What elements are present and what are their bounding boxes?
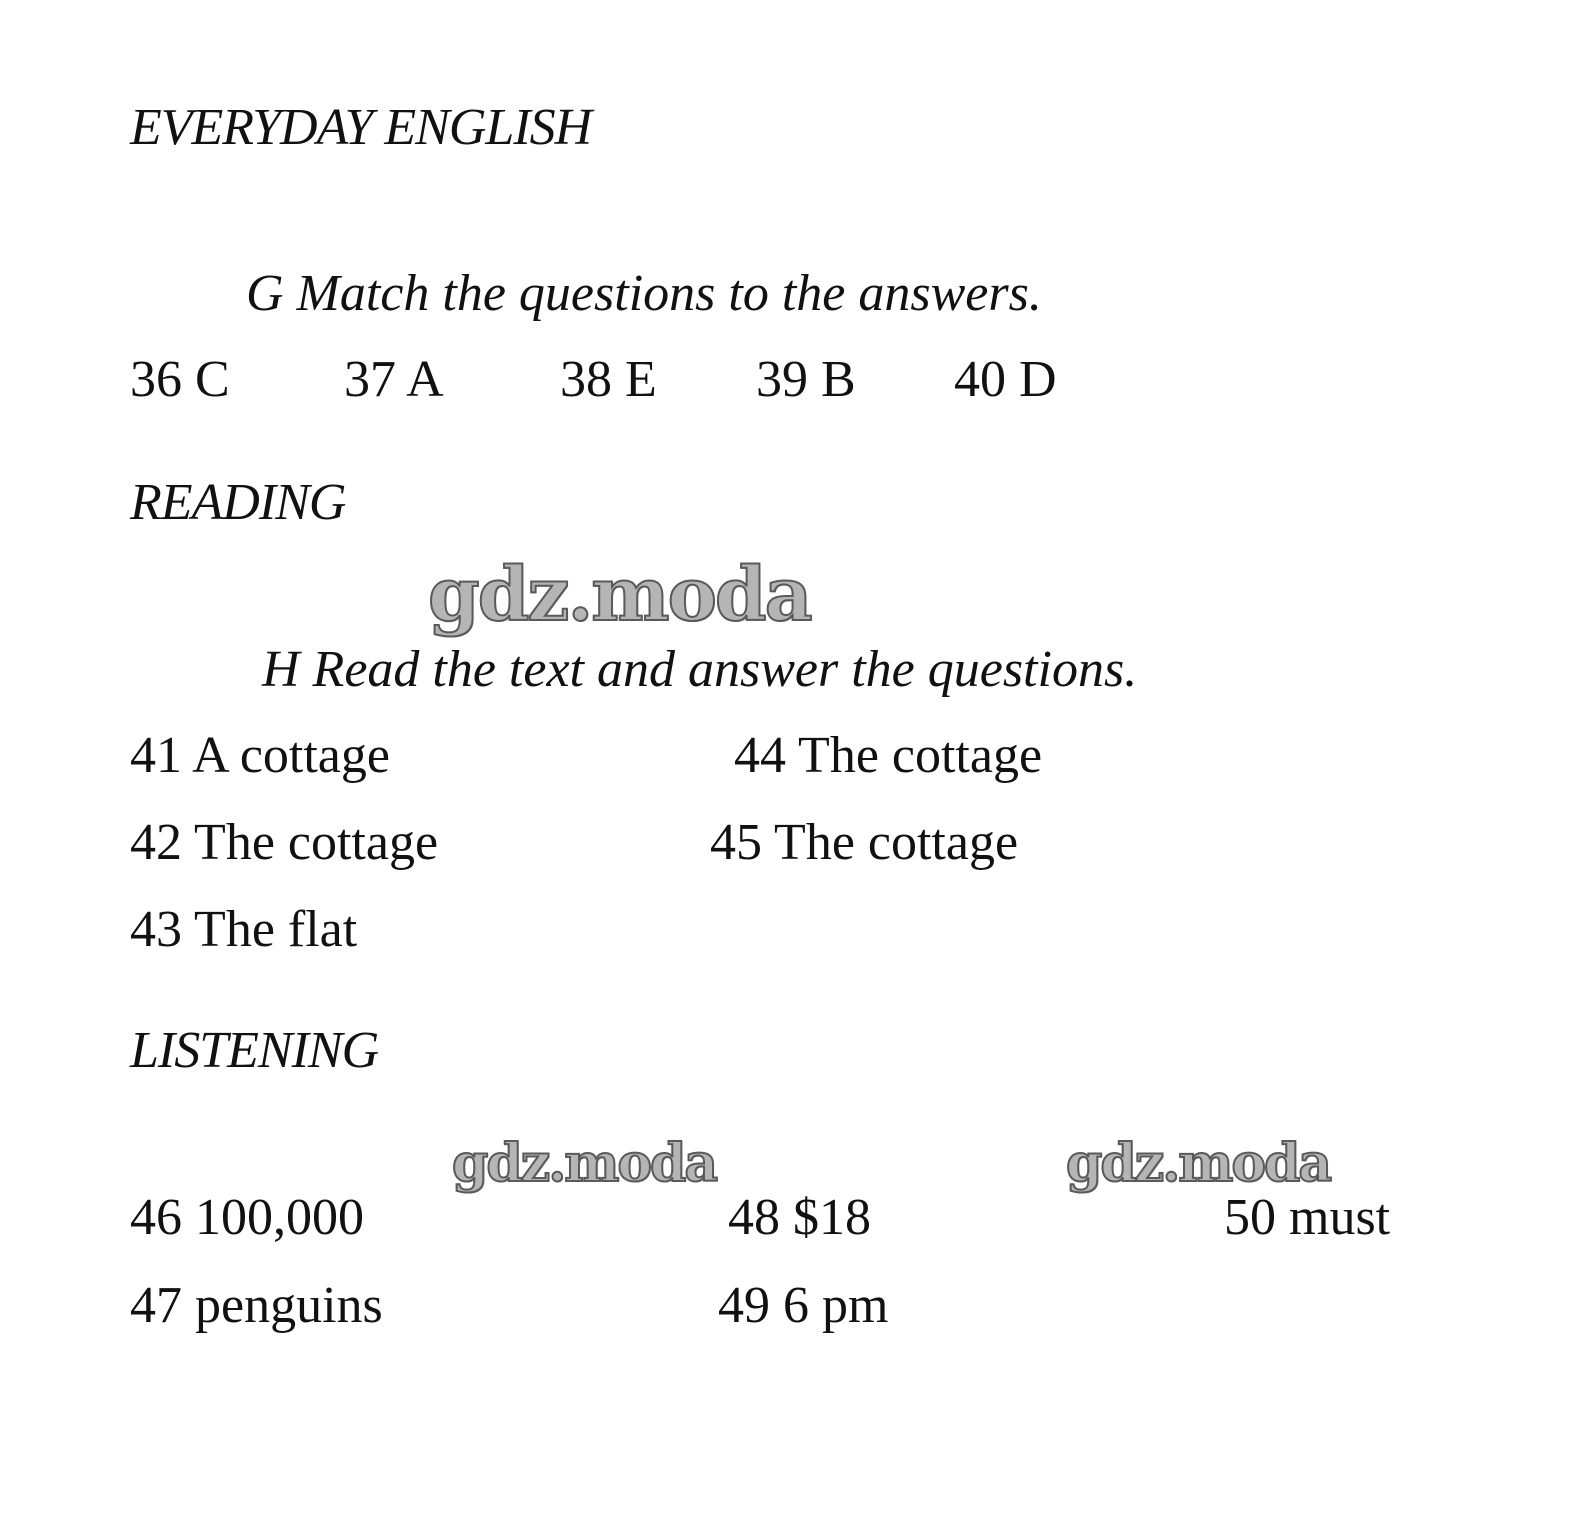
section-heading-everyday-english: EVERYDAY ENGLISH xyxy=(130,99,592,156)
answer-47: 47 penguins xyxy=(130,1277,383,1334)
answer-36: 36 C xyxy=(130,351,230,408)
answer-44: 44 The cottage xyxy=(734,727,1043,784)
section-heading-reading: READING xyxy=(130,474,346,531)
section-heading-listening: LISTENING xyxy=(130,1022,379,1079)
answer-45: 45 The cottage xyxy=(710,814,1019,871)
watermark-logo: gdz.moda xyxy=(1066,1133,1331,1194)
answer-41: 41 A cottage xyxy=(130,727,390,784)
watermark-logo: gdz.moda xyxy=(428,552,811,638)
answer-43: 43 The flat xyxy=(130,901,358,958)
answer-46: 46 100,000 xyxy=(130,1189,364,1246)
answer-37: 37 A xyxy=(344,351,444,408)
answer-40: 40 D xyxy=(954,351,1057,408)
answer-48: 48 $18 xyxy=(728,1189,871,1246)
answer-49: 49 6 pm xyxy=(718,1277,889,1334)
answer-42: 42 The cottage xyxy=(130,814,439,871)
instruction-g: G Match the questions to the answers. xyxy=(246,265,1042,322)
answer-39: 39 B xyxy=(756,351,856,408)
answer-50: 50 must xyxy=(1224,1189,1391,1246)
watermark-logo: gdz.moda xyxy=(452,1133,717,1194)
instruction-h: H Read the text and answer the questions. xyxy=(262,641,1138,698)
answer-38: 38 E xyxy=(560,351,657,408)
